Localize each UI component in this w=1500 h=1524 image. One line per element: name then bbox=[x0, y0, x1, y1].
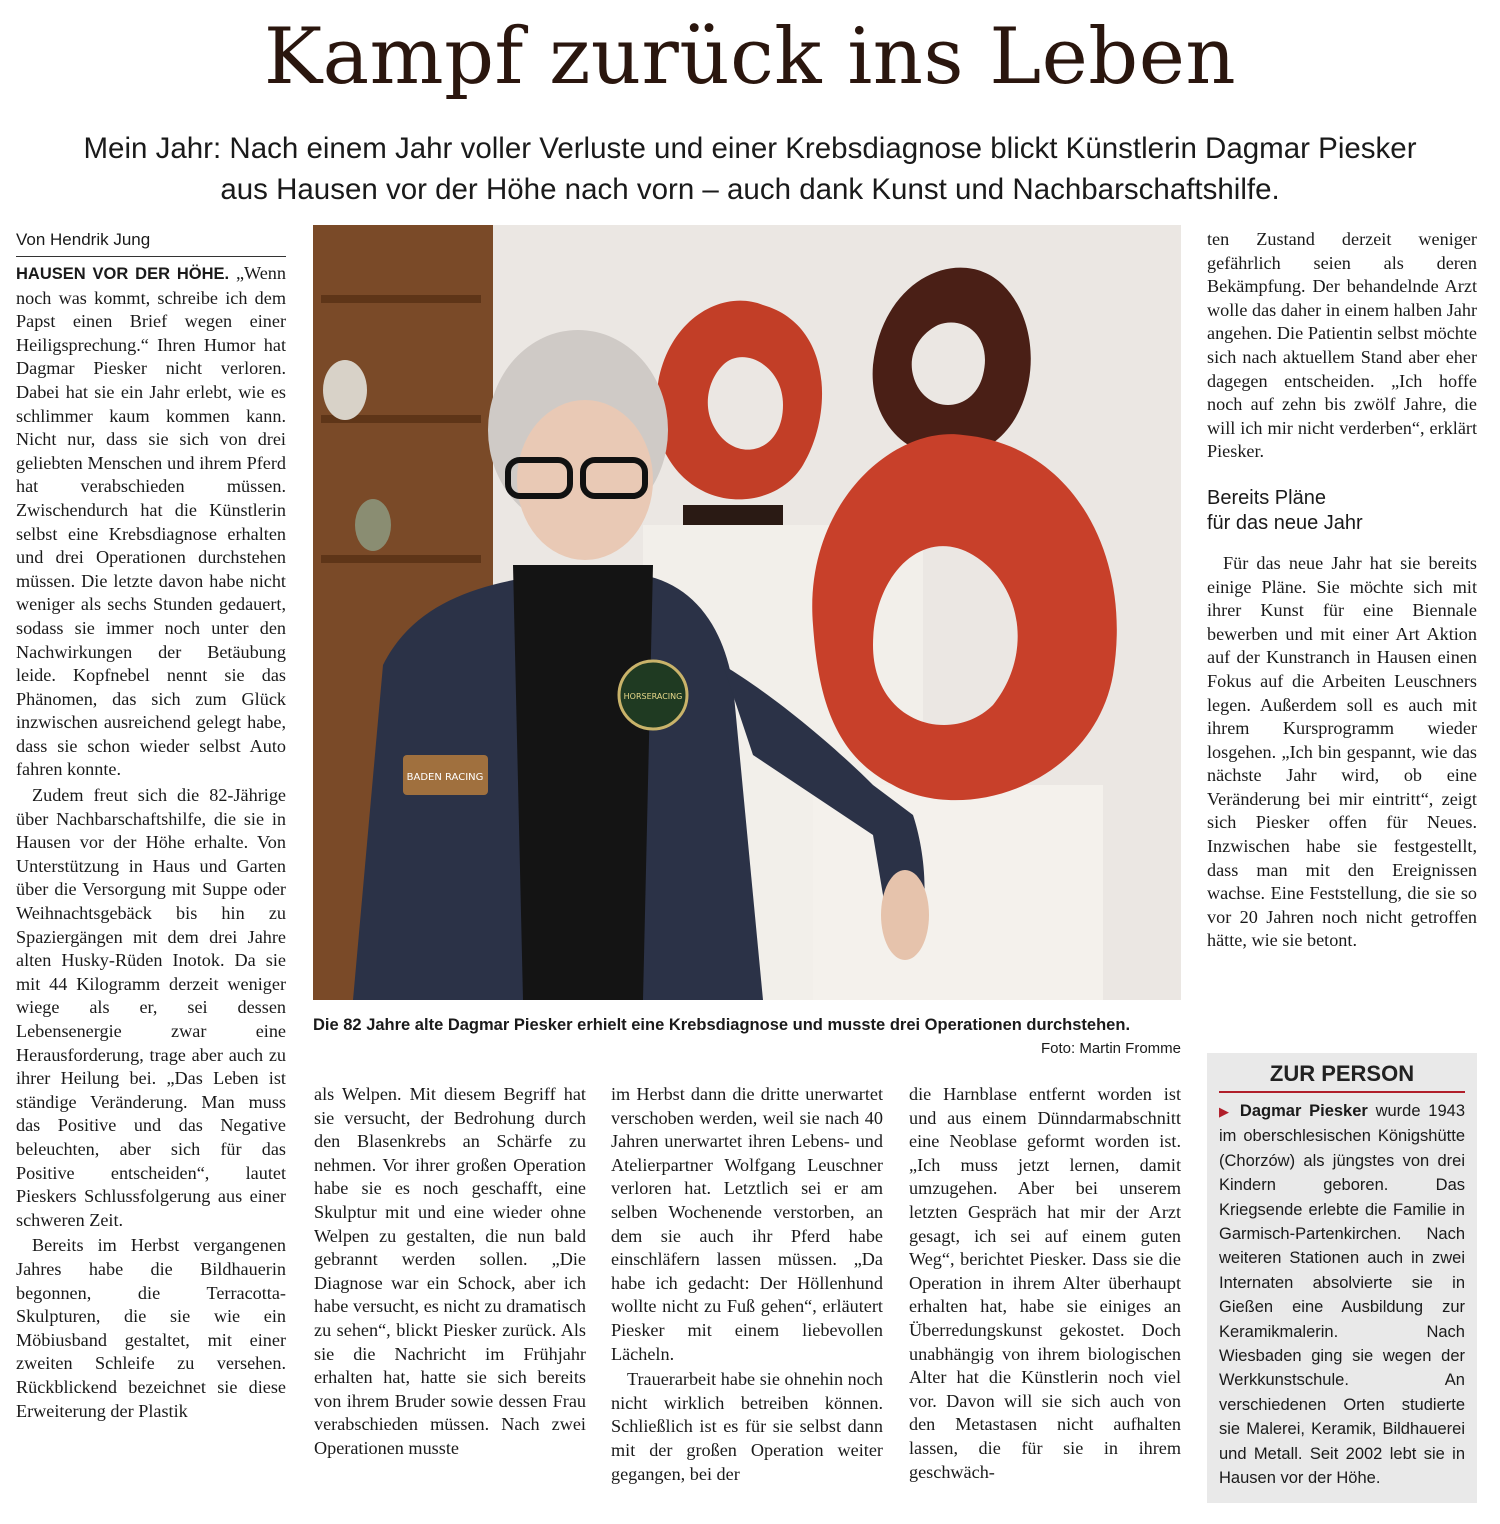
article-column-4 bbox=[909, 1083, 1181, 1484]
paragraph: Zudem freut sich die 82-Jährige über Nachbarschaftshilfe, die sie in Hausen vor der Höhe erhalte. Von Unterstützung in Haus und Garten über die Versorgung mit Suppe oder Weihnachtsgebäck bis hin zu Spaziergängen mit dem drei Jahre alten Husky-Rüden Inotok. Da sie mit 44 Kilogramm derzeit weniger wiege als er, sei dessen Lebensenergie zwar eine Herausforderung, trage aber auch zu ihrer Heilung bei. „Das Leben ist ständige Veränderung. Man muss das Positive und das Negative beleuchten, aber sich für das Positive entscheiden“, lautet Pieskers Schlussfolgerung aus einer schweren Zeit. bbox=[16, 785, 286, 1230]
paragraph: Für das neue Jahr hat sie bereits einige Pläne. Sie möchte sich mit ihrer Kunst für eine Biennale bewerben und mit einer Art Aktion auf der Kunstranch in Hausen einen Fokus auf die Arbeiten Leuschners legen. Außerdem soll es auch mit ihrem Kursprogramm wieder losgehen. „Ich bin gespannt, wie das nächste Jahr wird, ob eine Veränderung bei mir eintritt“, zeigt sich Piesker offen für Neues. Inzwischen habe sie festgestellt, dass man mit den Ereignissen wachse. Eine Feststellung, die sie so vor 20 Jahren noch nicht getroffen hätte, wie sie betont. bbox=[1207, 552, 1477, 951]
paragraph: ten Zustand derzeit weniger gefährlich seien als deren Bekämpfung. Der behandelnde Arzt wolle das daher in einem halben Jahr angehen. Die Patientin selbst möchte sich nach aktuellem Stand aber eher dagegen entscheiden. „Ich hoffe noch auf zehn bis zwölf Jahre, die will ich mir nicht verderben“, erklärt Piesker. bbox=[1207, 229, 1477, 462]
paragraph: Bereits im Herbst vergangenen Jahres habe die Bildhauerin begonnen, die Terracotta-Skulpturen, die sie wie ein Möbiusband gestaltet, mit einer zweiten Schleife zu versehen. Rückblickend bezeichnet sie diese Erweiterung der Plastik bbox=[16, 1235, 286, 1421]
vest-patch-text: BADEN RACING bbox=[406, 772, 484, 783]
subline-line-2: aus Hausen vor der Höhe nach vorn – auch dank Kunst und Nachbarschaftshilfe. bbox=[220, 173, 1280, 206]
arrow-right-icon: ▶ bbox=[1219, 1104, 1233, 1119]
paragraph-text: „Wenn noch was kommt, schreibe ich dem Papst einen Brief wegen einer Heiligsprechung.“ Ihren Humor hat Dagmar Piesker nicht verloren. Dabei hat sie ein Jahr erlebt, wie es schlimmer kaum kommen kann. Nicht nur, dass sie sich von drei geliebten Menschen und ihrem Pferd hat verabschieden müssen. Zwischendurch hat die Künstlerin selbst eine Krebsdiagnose erhalten und drei Operationen durchstehen müssen. Die letzte davon habe nicht weniger als sechs Stunden gedauert, sodass sie immer noch unter den Nachwirkungen der Betäubung leide. Kopfnebel nennt sie das Phänomen, das sich zum Glück inzwischen ausreichend gelegt habe, dass sie schon wieder selbst Auto fahren konnte. bbox=[16, 263, 286, 780]
info-box-text bbox=[1219, 1099, 1465, 1491]
dateline: HAUSEN VOR DER HÖHE. bbox=[16, 265, 230, 283]
paragraph: die Harnblase entfernt worden ist und aus einem Dünndarmabschnitt eine Neoblase geformt worden ist. „Ich muss jetzt lernen, damit umzugehen. Aber bei unserem letzten Gespräch hat mir der Arzt gesagt, ich sei auf einem guten Weg“, berichtet Piesker. Dass sie die Operation in ihrem Alter überhaupt erhalten hat, habe sie einiges an Überredungskunst gekostet. Doch unabhängig von ihrem biologischen Alter hat die Künstlerin noch viel vor. Davon will sie sich auch von den Metastasen nicht aufhalten lassen, die für sie in ihrem geschwäch- bbox=[909, 1084, 1181, 1482]
article-column-3 bbox=[611, 1083, 883, 1486]
horseracing-logo-text: HORSERACING bbox=[623, 692, 683, 701]
info-box-name: Dagmar Piesker bbox=[1239, 1102, 1368, 1120]
subheading-line-2: für das neue Jahr bbox=[1207, 511, 1363, 534]
subheading-line-1: Bereits Pläne bbox=[1207, 486, 1326, 509]
ceramic-vase bbox=[355, 499, 391, 551]
paragraph: Trauerarbeit habe sie ohnehin noch nicht wirklich betreiben können. Schließlich ist es für sie selbst dann mit der großen Operation weiter gegangen, bei der bbox=[611, 1369, 883, 1484]
info-box-title: ZUR PERSON bbox=[1219, 1057, 1465, 1093]
byline: Von Hendrik Jung bbox=[16, 230, 286, 257]
headline: Kampf zurück ins Leben bbox=[263, 12, 1237, 102]
hand bbox=[881, 870, 929, 960]
info-box bbox=[1207, 1053, 1477, 1503]
sweater bbox=[513, 565, 653, 1000]
info-box-body: wurde 1943 im oberschlesischen Königshütte (Chorzów) als jüngstes von drei Kindern geboren. Das Kriegsende erlebte die Familie in Garmisch-Partenkirchen. Nach weiteren Stationen auch in zwei Internaten absolvierte sie in Gießen eine Ausbildung zur Keramikmalerin. Nach Wiesbaden ging sie wegen der Werkkunstschule. An verschiedenen Orten studierte sie Malerei, Keramik, Bildhauerei und Metall. Seit 2002 lebt sie in Hausen vor der Höhe. bbox=[1219, 1102, 1465, 1488]
photo-credit: Foto: Martin Fromme bbox=[1040, 1040, 1181, 1057]
paragraph: im Herbst dann die dritte unerwartet verschoben werden, weil sie nach 40 Jahren unerwartet ihren Lebens- und Atelierpartner Wolfgang Leuschner verloren hat. Letztlich sei er am selben Wochenende verstorben, an dem sie auch ihr Pferd habe einschläfern lassen müssen. „Da habe ich gedacht: Der Höllenhund wollte nicht zu Fuß gehen“, erläutert Piesker mit einem liebevollen Lächeln. bbox=[611, 1084, 883, 1364]
ceramic-vase bbox=[323, 360, 367, 420]
subline-line-1: Mein Jahr: Nach einem Jahr voller Verluste und einer Krebsdiagnose blickt Künstlerin Dagmar Piesker bbox=[83, 132, 1417, 165]
photo-illustration bbox=[313, 225, 1181, 1000]
article-column-1 bbox=[16, 262, 286, 1423]
paragraph bbox=[16, 262, 286, 782]
paragraph: als Welpen. Mit diesem Begriff hat sie versucht, der Bedrohung durch den Blasenkrebs an Schärfe zu nehmen. Vor ihrer großen Operation habe sie es noch geschafft, eine Skulptur mit und eine wieder ohne Welpen zu gestalten, die nun bald gebrannt werden sollen. „Die Diagnose war ein Schock, aber ich habe versucht, es nicht zu dramatisch zu sehen“, blickt Piesker zurück. Als sie die Nachricht im Frühjahr erhalten hat, hatte sie sich bereits von ihrem Bruder sowie dessen Frau verabschieden müssen. Nach zwei Operationen musste bbox=[314, 1084, 586, 1458]
article-column-5 bbox=[1207, 228, 1477, 953]
subline bbox=[60, 128, 1440, 210]
article-photo bbox=[313, 225, 1181, 1000]
photo-caption: Die 82 Jahre alte Dagmar Piesker erhielt eine Krebsdiagnose und musste drei Operationen durchstehen. bbox=[313, 1016, 1131, 1034]
article-column-2 bbox=[314, 1083, 586, 1461]
subheading bbox=[1207, 486, 1477, 536]
